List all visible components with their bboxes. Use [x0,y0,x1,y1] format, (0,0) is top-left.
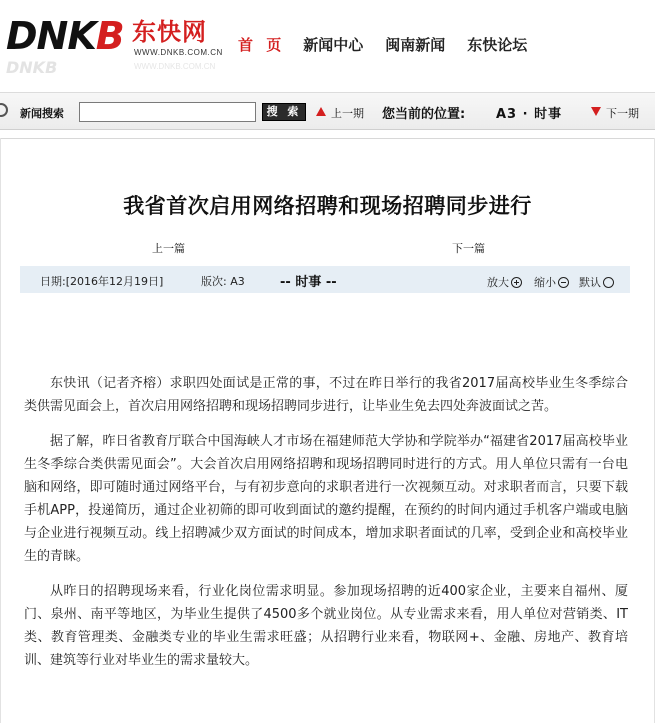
article-paragraph: 从昨日的招聘现场来看，行业化岗位需求明显。参加现场招聘的近400家企业，主要来自福州、厦门、泉州、南平等地区，为毕业生提供了4500多个就业岗位。从专业需求来看，用人单位对营销类、IT类、教育管理类、金融类专业的毕业生需求旺盛；从招聘行业来看，物联网+、金融、房地产、教育培训、建筑等行业对毕业生的需求量较大。 [24,584,628,668]
article-edition: 版次: A3 [201,275,245,288]
prev-article-link[interactable]: 上一篇 [152,242,185,255]
article-paragraph: 东快讯（记者齐榕）求职四处面试是正常的事，不过在昨日举行的我省2017届高校毕业生冬季综合类供需见面会上，首次启用网络招聘和现场招聘同步进行，让毕业生免去四处奔波面试之苦。 [24,376,628,414]
location-label: 您当前的位置: [382,107,466,122]
logo-reflection-url: WWW.DNKB.COM.CN [134,62,216,71]
article-title: 我省首次启用网络招聘和现场招聘同步进行 [123,193,532,218]
next-issue-link[interactable]: 下一期 [606,107,639,120]
nav-news-center[interactable]: 新闻中心 [303,36,364,54]
nav-forum[interactable]: 东快论坛 [467,36,528,54]
search-label: 新闻搜索 [20,107,64,120]
zoom-default-label: 默认 [579,276,601,289]
content-left-border [0,138,1,723]
search-icon [0,103,8,117]
nav-minnan-news[interactable]: 闽南新闻 [385,36,446,54]
triangle-up-icon[interactable] [316,107,326,116]
zoom-out-label: 缩小 [534,276,556,289]
zoom-default-icon [603,277,614,288]
main-nav [238,34,549,55]
search-bar [0,92,655,130]
zoom-in-button[interactable] [487,274,522,290]
next-article-link[interactable]: 下一篇 [452,242,485,255]
logo-chinese-name: 东快网 [132,18,207,46]
article-paragraph: 据了解，昨日省教育厅联合中国海峡人才市场在福建师范大学协和学院举办“福建省2017届高校毕业生冬季综合类供需见面会”。大会首次启用网络招聘和现场招聘同时进行的方式。用人单位只需有一台电脑和网络，即可随时通过网络平台，与有初步意向的求职者进行一次视频互动。对求职者而言，只要下载手机APP，投递简历，通过企业初筛的即可收到面试的邀约提醒，在预约的时间内通过手机客户端或电脑与企业进行视频互动。线上招聘减少双方面试的时间成本，增加求职者面试的几率，受到企业和高校毕业生的青睐。 [24,434,628,564]
site-logo[interactable] [4,12,224,77]
content-top-divider [0,138,655,139]
logo-url: WWW.DNKB.COM.CN [134,48,223,57]
article-body [24,372,628,684]
site-header [0,0,655,86]
triangle-down-icon[interactable] [591,107,601,116]
prev-issue-link[interactable]: 上一期 [331,107,364,120]
logo-reflection: DNKB [6,58,58,77]
search-button[interactable]: 搜 索 [262,103,306,121]
zoom-in-icon [511,277,522,288]
location-value: A3 · 时事 [496,107,563,122]
zoom-out-button[interactable] [534,274,569,290]
article-section: -- 时事 -- [280,275,337,290]
article-info-bar [20,266,630,293]
zoom-default-button[interactable] [579,274,614,290]
article-date: 日期:[2016年12月19日] [40,275,164,288]
search-input[interactable] [79,102,256,122]
zoom-out-icon [558,277,569,288]
logo-wordmark: DNKB [6,14,124,58]
zoom-in-label: 放大 [487,276,509,289]
nav-home[interactable]: 首 页 [238,36,286,54]
